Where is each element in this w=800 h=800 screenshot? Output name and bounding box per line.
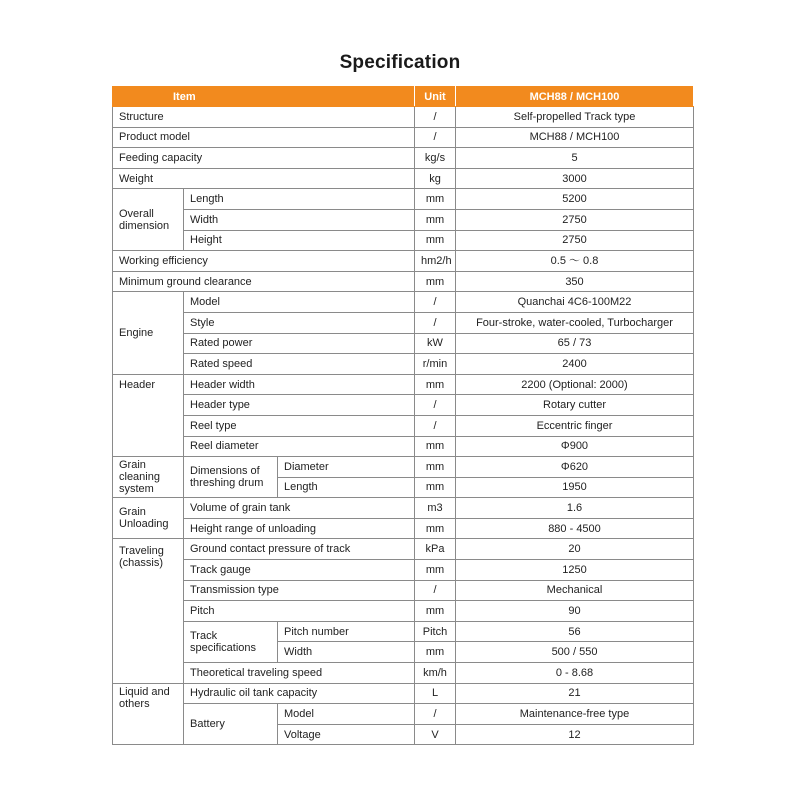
header-model: MCH88 / MCH100 xyxy=(456,87,694,107)
row-value: 56 xyxy=(456,621,694,642)
row-label: Height range of unloading xyxy=(184,518,415,539)
row-value: 5200 xyxy=(456,189,694,210)
row-label: Structure xyxy=(113,107,415,128)
row-label: Length xyxy=(184,189,415,210)
group-label: Grain Unloading xyxy=(113,498,184,539)
row-value: Rotary cutter xyxy=(456,395,694,416)
group-label: Grain cleaning system xyxy=(113,457,184,498)
row-label: Header type xyxy=(184,395,415,416)
row-value: 1.6 xyxy=(456,498,694,519)
row-label: Model xyxy=(278,704,415,725)
row-value: 2750 xyxy=(456,230,694,251)
table-row xyxy=(113,518,694,539)
table-row xyxy=(113,168,694,189)
table-row xyxy=(113,415,694,436)
row-value: 1950 xyxy=(456,477,694,498)
row-unit: kg/s xyxy=(415,148,456,169)
row-label: Width xyxy=(184,209,415,230)
row-unit: hm2/h xyxy=(415,251,456,272)
row-value: 2750 xyxy=(456,209,694,230)
row-value: Maintenance-free type xyxy=(456,704,694,725)
row-value: 500 / 550 xyxy=(456,642,694,663)
table-row xyxy=(113,127,694,148)
group-label: Liquid and others xyxy=(113,683,184,745)
table-row xyxy=(113,560,694,581)
row-unit: mm xyxy=(415,374,456,395)
table-row xyxy=(113,395,694,416)
row-unit: kW xyxy=(415,333,456,354)
row-unit: mm xyxy=(415,457,456,478)
row-unit: / xyxy=(415,704,456,725)
group-label: Traveling (chassis) xyxy=(113,539,184,683)
row-label: Feeding capacity xyxy=(113,148,415,169)
row-value: Φ620 xyxy=(456,457,694,478)
row-unit: mm xyxy=(415,477,456,498)
table-row xyxy=(113,498,694,519)
table-row xyxy=(113,663,694,684)
row-label: Style xyxy=(184,312,415,333)
row-label: Transmission type xyxy=(184,580,415,601)
table-row xyxy=(113,312,694,333)
row-label: Rated speed xyxy=(184,354,415,375)
row-unit: mm xyxy=(415,642,456,663)
row-label: Model xyxy=(184,292,415,313)
row-unit: mm xyxy=(415,518,456,539)
row-value: 0 - 8.68 xyxy=(456,663,694,684)
row-label: Header width xyxy=(184,374,415,395)
table-row xyxy=(113,333,694,354)
table-row xyxy=(113,704,694,725)
row-unit: r/min xyxy=(415,354,456,375)
row-label: Diameter xyxy=(278,457,415,478)
row-value: Eccentric finger xyxy=(456,415,694,436)
table-row xyxy=(113,230,694,251)
row-label: Ground contact pressure of track xyxy=(184,539,415,560)
group-label: Overall dimension xyxy=(113,189,184,251)
table-header-row xyxy=(113,87,694,107)
header-item: Item xyxy=(113,87,415,107)
table-row xyxy=(113,374,694,395)
row-value: 65 / 73 xyxy=(456,333,694,354)
table-row xyxy=(113,683,694,704)
header-unit: Unit xyxy=(415,87,456,107)
sub-group-label: Track specifications xyxy=(184,621,278,662)
sub-group-label: Battery xyxy=(184,704,278,745)
row-label: Reel type xyxy=(184,415,415,436)
table-row xyxy=(113,189,694,210)
row-value: 2200 (Optional: 2000) xyxy=(456,374,694,395)
table-row xyxy=(113,209,694,230)
row-value: Four-stroke, water-cooled, Turbocharger xyxy=(456,312,694,333)
row-value: 350 xyxy=(456,271,694,292)
row-unit: / xyxy=(415,292,456,313)
row-value: Quanchai 4C6-100M22 xyxy=(456,292,694,313)
row-value: Φ900 xyxy=(456,436,694,457)
table-row xyxy=(113,107,694,128)
row-unit: mm xyxy=(415,560,456,581)
group-label: Header xyxy=(113,374,184,456)
row-label: Product model xyxy=(113,127,415,148)
table-row xyxy=(113,601,694,622)
row-unit: / xyxy=(415,580,456,601)
row-label: Theoretical traveling speed xyxy=(184,663,415,684)
row-value: Self-propelled Track type xyxy=(456,107,694,128)
table-row xyxy=(113,354,694,375)
row-unit: km/h xyxy=(415,663,456,684)
row-unit: mm xyxy=(415,189,456,210)
table-row xyxy=(113,436,694,457)
row-unit: / xyxy=(415,127,456,148)
row-unit: / xyxy=(415,415,456,436)
sub-group-label: Dimensions of threshing drum xyxy=(184,457,278,498)
row-label: Rated power xyxy=(184,333,415,354)
row-value: 3000 xyxy=(456,168,694,189)
table-row xyxy=(113,148,694,169)
row-label: Volume of grain tank xyxy=(184,498,415,519)
row-unit: kPa xyxy=(415,539,456,560)
row-unit: / xyxy=(415,312,456,333)
row-label: Reel diameter xyxy=(184,436,415,457)
row-label: Height xyxy=(184,230,415,251)
row-value: 880 - 4500 xyxy=(456,518,694,539)
group-label: Engine xyxy=(113,292,184,374)
row-unit: Pitch xyxy=(415,621,456,642)
row-value: 21 xyxy=(456,683,694,704)
row-value: 1250 xyxy=(456,560,694,581)
row-unit: mm xyxy=(415,436,456,457)
row-unit: V xyxy=(415,724,456,745)
row-label: Weight xyxy=(113,168,415,189)
row-value: MCH88 / MCH100 xyxy=(456,127,694,148)
row-value: 90 xyxy=(456,601,694,622)
row-unit: m3 xyxy=(415,498,456,519)
row-value: 12 xyxy=(456,724,694,745)
table-row xyxy=(113,539,694,560)
row-unit: mm xyxy=(415,271,456,292)
row-unit: kg xyxy=(415,168,456,189)
table-row xyxy=(113,580,694,601)
row-label: Voltage xyxy=(278,724,415,745)
table-row xyxy=(113,251,694,272)
table-row xyxy=(113,292,694,313)
row-unit: / xyxy=(415,107,456,128)
row-value: 5 xyxy=(456,148,694,169)
row-unit: mm xyxy=(415,209,456,230)
row-label: Minimum ground clearance xyxy=(113,271,415,292)
row-unit: mm xyxy=(415,230,456,251)
table-row xyxy=(113,271,694,292)
row-unit: L xyxy=(415,683,456,704)
page-title: Specification xyxy=(339,52,461,73)
row-label: Track gauge xyxy=(184,560,415,581)
table-row xyxy=(113,457,694,478)
table-row xyxy=(113,621,694,642)
row-unit: / xyxy=(415,395,456,416)
row-unit: mm xyxy=(415,601,456,622)
specification-table xyxy=(112,86,694,745)
row-value: 20 xyxy=(456,539,694,560)
row-value: 2400 xyxy=(456,354,694,375)
row-label: Length xyxy=(278,477,415,498)
row-label: Hydraulic oil tank capacity xyxy=(184,683,415,704)
row-label: Width xyxy=(278,642,415,663)
row-value: 0.5 ～ 0.8 xyxy=(456,251,694,272)
row-label: Pitch number xyxy=(278,621,415,642)
row-value: Mechanical xyxy=(456,580,694,601)
row-label: Working efficiency xyxy=(113,251,415,272)
row-label: Pitch xyxy=(184,601,415,622)
